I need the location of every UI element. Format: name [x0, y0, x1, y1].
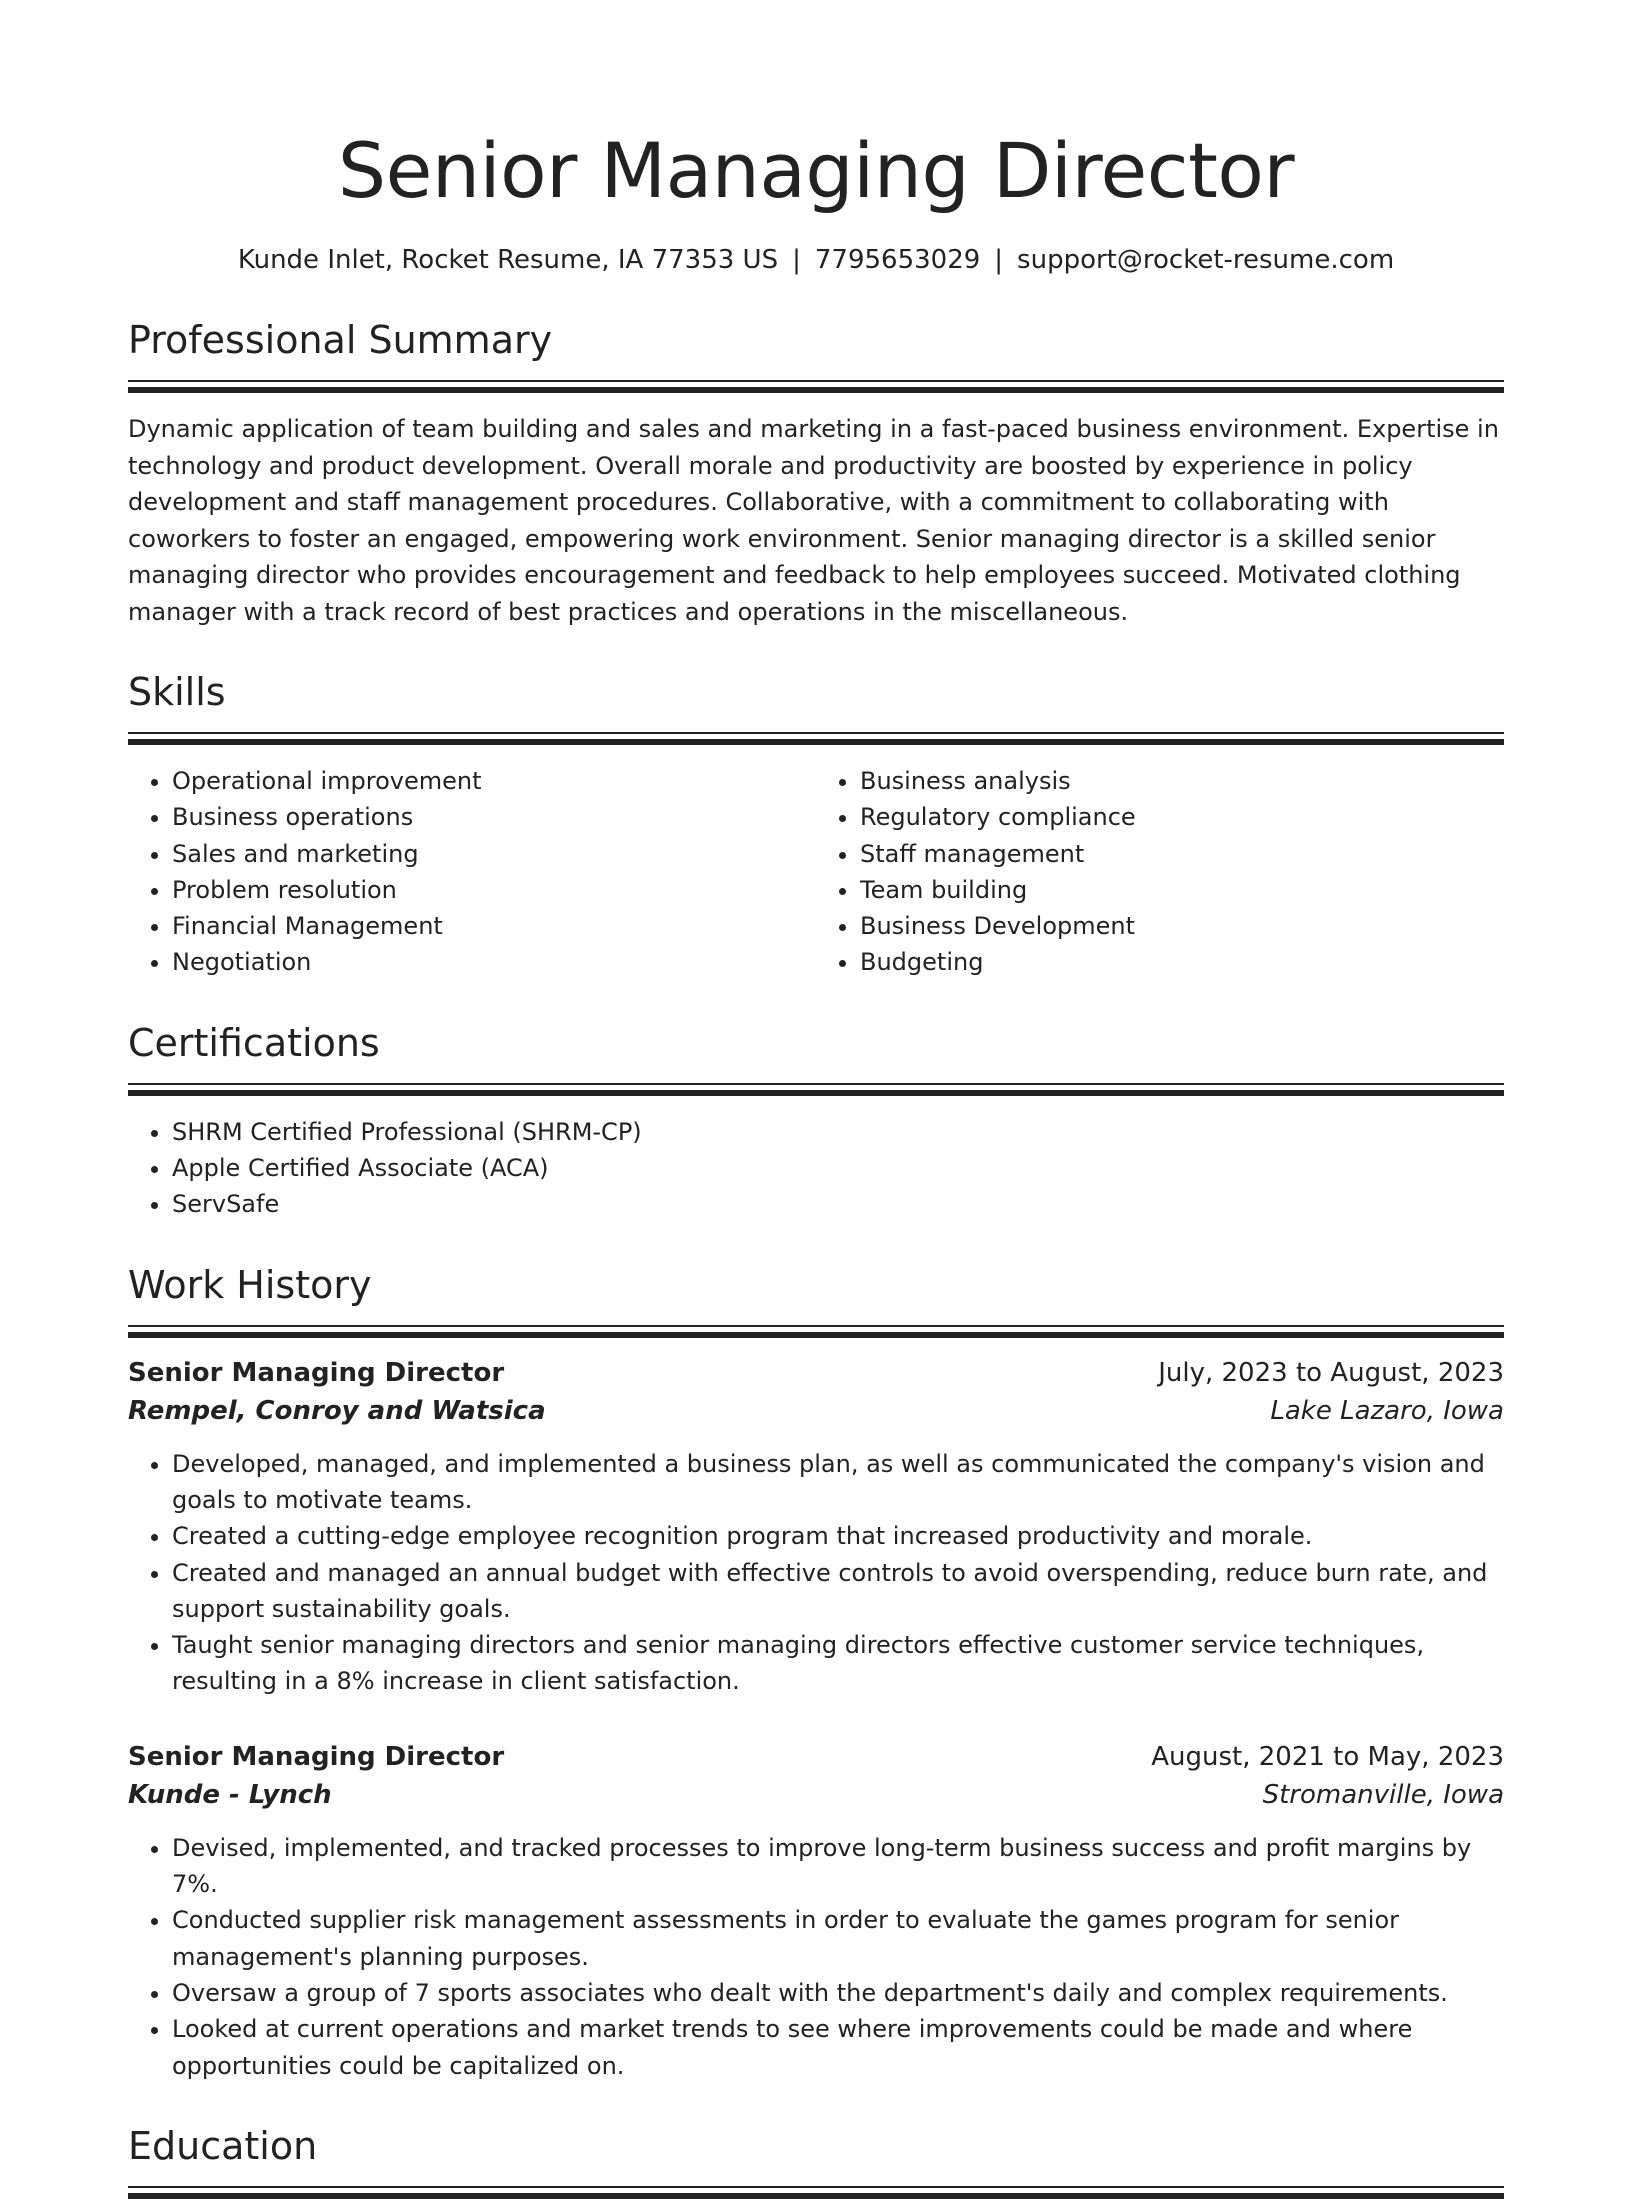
summary-text: Dynamic application of team building and sales and marketing in a fast-paced business environment. Expertise in technology and product development. Overall morale and productivity are boosted by experience in policy development and staff management procedures. Collaborative, with a commitment to collaborating with coworkers to foster an engaged, empowering work environment. Senior managing director is a skilled senior managing director who provides encouragement and feedback to help employees succeed. Motivated clothing manager with a track record of best practices and operations in the miscellaneous.: [128, 415, 1499, 626]
job-title: Senior Managing Director: [128, 1741, 505, 1772]
job-bullet: • Taught senior managing directors and senior managing directors effective customer service techniques, resulting in a 8% increase in client satisfaction.: [172, 1627, 1504, 1700]
summary-heading: Professional Summary: [128, 318, 553, 362]
job-bullet: • Oversaw a group of 7 sports associates who dealt with the department's daily and complex requirements.: [172, 1975, 1504, 2011]
skills-grid: [128, 745, 1504, 981]
job-company: Kunde - Lynch: [128, 1779, 332, 1810]
skill-item: • Team building: [860, 872, 1504, 908]
contact-email: support@rocket-resume.com: [1017, 245, 1395, 275]
section-divider: [128, 732, 1504, 745]
certification-item: • ServSafe: [172, 1186, 1504, 1222]
job-bullet: • Conducted supplier risk management assessments in order to evaluate the games program for senior management's planning purposes.: [172, 1902, 1504, 1975]
job-location: Lake Lazaro, Iowa: [1270, 1395, 1504, 1426]
job-company: Rempel, Conroy and Watsica: [128, 1395, 546, 1426]
resume-name: Senior Managing Director: [337, 126, 1295, 215]
job-bullets: [128, 1446, 1504, 1700]
certification-item: • SHRM Certified Professional (SHRM-CP): [172, 1114, 1504, 1150]
section-divider: [128, 1325, 1504, 1338]
skill-item: • Financial Management: [172, 908, 816, 944]
job-company-row: [128, 1392, 1504, 1430]
education-heading: Education: [128, 2123, 318, 2168]
skill-item: • Regulatory compliance: [860, 799, 1504, 835]
job-header-row: [128, 1738, 1504, 1776]
summary-section: [128, 314, 1504, 630]
certifications-section: [128, 1017, 1504, 1223]
education-section: [128, 2120, 1504, 2199]
skill-item: • Business Development: [860, 908, 1504, 944]
job-bullet: • Looked at current operations and market trends to see where improvements could be made and where opportunities could be capitalized on.: [172, 2011, 1504, 2084]
job-bullets: [128, 1830, 1504, 2084]
work-history-section: [128, 1259, 1504, 2084]
contact-separator: |: [994, 245, 1004, 275]
skills-list-left: [128, 763, 816, 981]
job-title: Senior Managing Director: [128, 1357, 505, 1388]
skill-item: • Business analysis: [860, 763, 1504, 799]
job-bullet: • Developed, managed, and implemented a business plan, as well as communicated the company's vision and goals to motivate teams.: [172, 1446, 1504, 1519]
job-location: Stromanville, Iowa: [1262, 1779, 1504, 1810]
skill-item: • Problem resolution: [172, 872, 816, 908]
skills-heading: Skills: [128, 670, 226, 714]
job-dates: August, 2021 to May, 2023: [1151, 1741, 1504, 1772]
skill-item: • Budgeting: [860, 944, 1504, 980]
skills-section: [128, 666, 1504, 981]
skill-item: • Sales and marketing: [172, 836, 816, 872]
certifications-list: [128, 1114, 1504, 1223]
job-bullet: • Created and managed an annual budget with effective controls to avoid overspending, reduce burn rate, and support sustainability goals.: [172, 1555, 1504, 1628]
certification-item: • Apple Certified Associate (ACA): [172, 1150, 1504, 1186]
job-bullet: • Devised, implemented, and tracked processes to improve long-term business success and profit margins by 7%.: [172, 1830, 1504, 1903]
section-divider: [128, 1083, 1504, 1096]
section-divider: [128, 2186, 1504, 2199]
section-divider: [128, 380, 1504, 393]
skill-item: • Staff management: [860, 836, 1504, 872]
job-header-row: [128, 1354, 1504, 1392]
job-company-row: [128, 1776, 1504, 1814]
skill-item: • Negotiation: [172, 944, 816, 980]
skill-item: • Operational improvement: [172, 763, 816, 799]
work-history-heading: Work History: [128, 1262, 372, 1307]
contact-separator: |: [792, 245, 801, 275]
job-bullet: • Created a cutting-edge employee recognition program that increased productivity and morale.: [172, 1518, 1504, 1554]
contact-line: [128, 242, 1504, 278]
job-entry: [128, 1738, 1504, 2084]
skills-list-right: [816, 763, 1504, 981]
contact-phone: 7795653029: [814, 245, 981, 275]
job-dates: July, 2023 to August, 2023: [1158, 1357, 1504, 1388]
skill-item: • Business operations: [172, 799, 816, 835]
job-entry: [128, 1354, 1504, 1700]
certifications-heading: Certifications: [128, 1020, 380, 1065]
contact-address: Kunde Inlet, Rocket Resume, IA 77353 US: [237, 245, 779, 275]
